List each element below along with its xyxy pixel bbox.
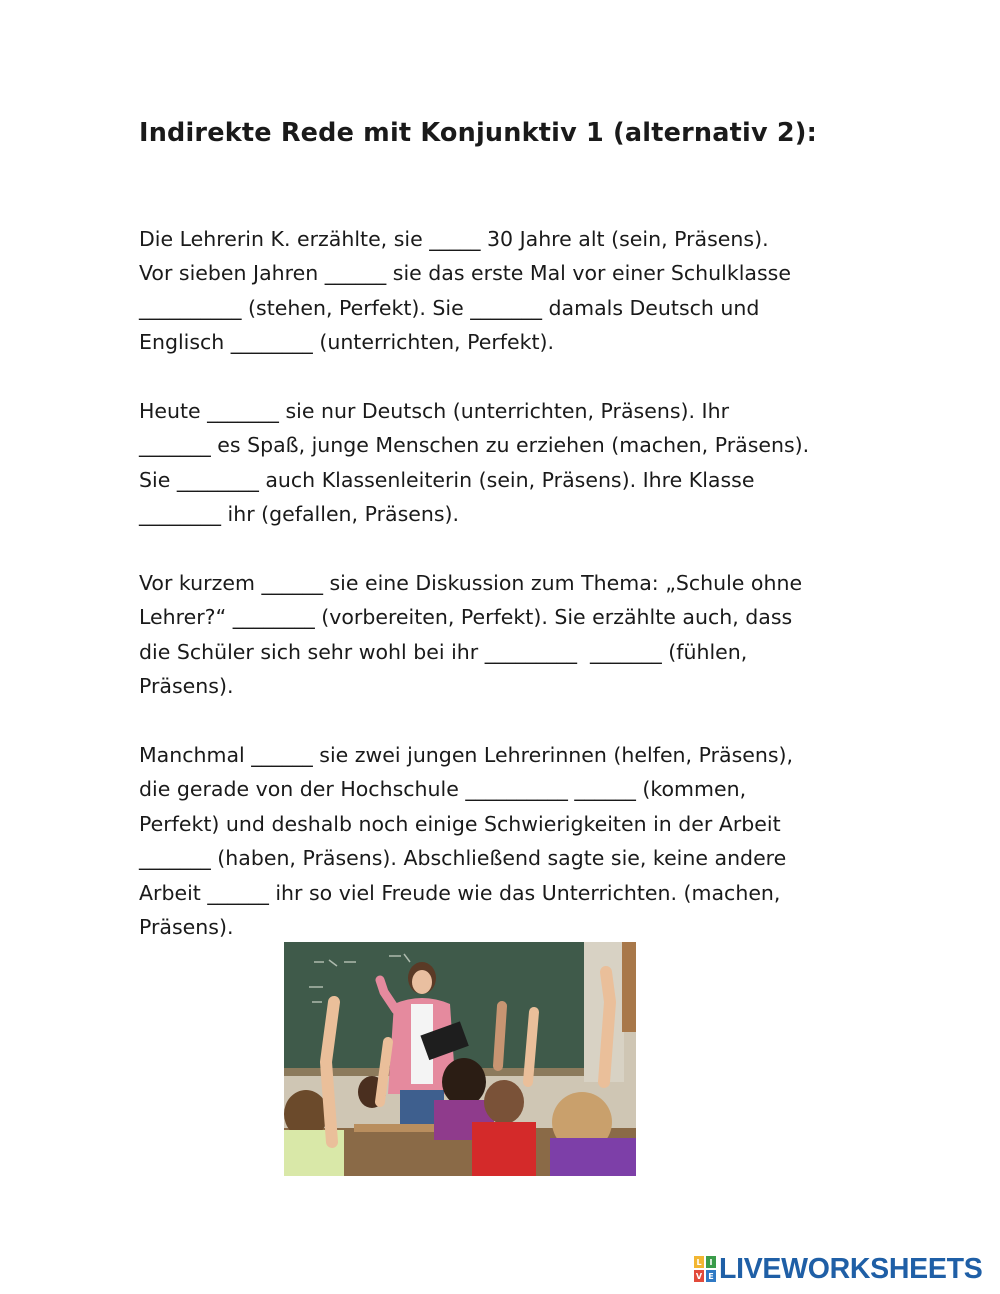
text-line: Arbeit ______ ihr so viel Freude wie das Unterrichten. (machen,	[139, 880, 781, 905]
text-line: Die Lehrerin K. erzählte, sie _____ 30 Jahre alt (sein, Präsens).	[139, 227, 769, 251]
worksheet-text	[139, 222, 979, 979]
classroom-illustration	[284, 942, 636, 1176]
text-line: Lehrer?“ ________ (vorbereiten, Perfekt). Sie erzählte auch, dass	[139, 605, 793, 630]
text-line: Manchmal ______ sie zwei jungen Lehrerinnen (helfen, Präsens),	[139, 743, 794, 768]
text-line: _______ es Spaß, junge Menschen zu erziehen (machen, Präsens).	[139, 433, 810, 458]
logo-letter: I	[709, 1258, 713, 1267]
text-line: Englisch ________ (unterrichten, Perfekt).	[139, 330, 555, 355]
text-line: _______ (haben, Präsens). Abschließend sagte sie, keine andere	[139, 846, 787, 871]
paragraph-1	[139, 222, 979, 360]
text-line: Heute _______ sie nur Deutsch (unterrichten, Präsens). Ihr	[139, 399, 729, 424]
logo-letter: E	[708, 1272, 714, 1281]
paragraph-3	[139, 566, 979, 704]
text-line: __________ (stehen, Perfekt). Sie _______ damals Deutsch und	[139, 295, 760, 320]
paragraph-2	[139, 394, 979, 532]
text-line: Präsens).	[139, 674, 234, 699]
text-line: Präsens).	[139, 915, 234, 940]
text-line: ________ ihr (gefallen, Präsens).	[139, 502, 460, 527]
text-line: Vor kurzem ______ sie eine Diskussion zum Thema: „Schule ohne	[139, 571, 803, 596]
paragraph-4	[139, 738, 979, 944]
logo-letter: L	[696, 1258, 702, 1267]
logo-text: LIVEWORKSHEETS	[719, 1253, 983, 1285]
logo-letter: V	[695, 1272, 703, 1281]
classroom-photo	[284, 942, 636, 1176]
liveworksheets-logo	[694, 1254, 982, 1284]
text-line: Perfekt) und deshalb noch einige Schwierigkeiten in der Arbeit	[139, 811, 781, 836]
text-line: die gerade von der Hochschule __________ ______ (kommen,	[139, 777, 747, 802]
text-line: Sie ________ auch Klassenleiterin (sein, Präsens). Ihre Klasse	[139, 467, 755, 492]
worksheet-title: Indirekte Rede mit Konjunktiv 1 (alternativ 2):	[139, 118, 818, 148]
liveworksheets-logo-icon	[694, 1256, 716, 1282]
text-line: die Schüler sich sehr wohl bei ihr _________ _______ (fühlen,	[139, 639, 748, 664]
text-line: Vor sieben Jahren ______ sie das erste Mal vor einer Schulklasse	[139, 261, 791, 286]
